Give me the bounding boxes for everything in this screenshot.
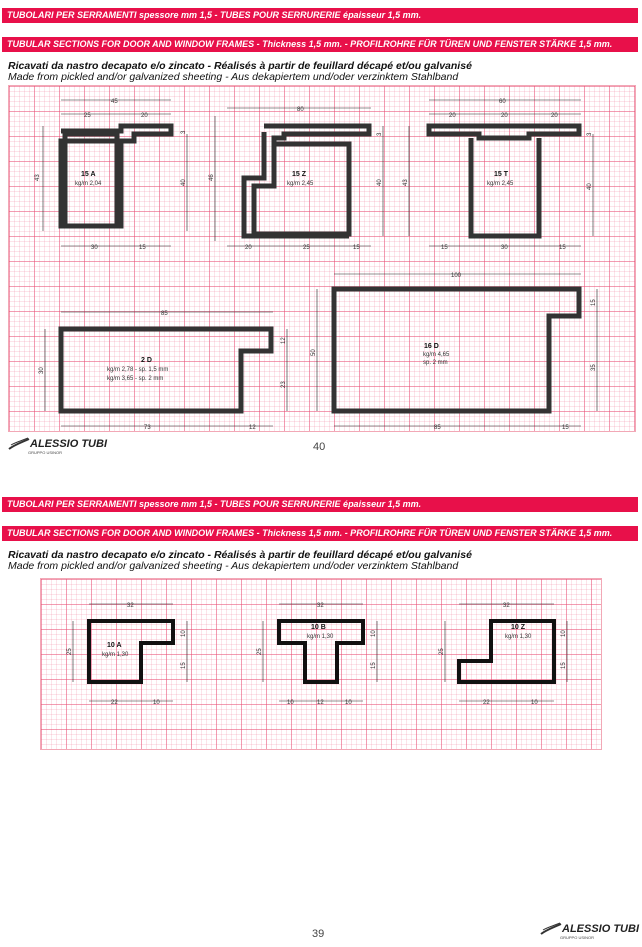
- dim-16d-bot1: 85: [434, 425, 441, 431]
- label-10a-weight: kg/m 1,30: [102, 652, 129, 658]
- dim-15a-a: 25: [84, 113, 91, 119]
- label-15a-weight: kg/m 2,04: [75, 181, 102, 187]
- label-2d-w2: kg/m 3,65 - sp. 2 mm: [107, 376, 164, 382]
- dim-2d-r1: 12: [281, 337, 287, 344]
- logo-swoosh-icon: [8, 437, 30, 451]
- dim-15t-total: 60: [499, 99, 506, 105]
- logo-subtext: GRUPPO USINOR: [28, 450, 63, 455]
- dim-10a-bot2: 10: [153, 700, 160, 706]
- subtitle-2: Made from pickled and/or galvanized sheeting - Aus dekapiertem und/oder verzinktem Stahlband: [8, 71, 459, 83]
- dim-15z-total: 80: [297, 107, 304, 113]
- dim-15z-h2: 40: [377, 179, 383, 186]
- dim-15z-t: 3: [377, 132, 383, 136]
- dim-15t-h2: 40: [587, 183, 593, 190]
- profile-16d: [311, 273, 597, 431]
- subtitle-4: Made from pickled and/or galvanized sheeting - Aus dekapiertem und/oder verzinktem Stahlband: [8, 560, 459, 572]
- dim-10b-bot1: 10: [287, 700, 294, 706]
- dim-15a-bot1: 30: [91, 245, 98, 251]
- dim-10b-total: 32: [317, 603, 324, 609]
- profile-10b: [257, 603, 377, 706]
- dim-15a-h2: 40: [181, 179, 187, 186]
- drawing-upper: [9, 86, 635, 431]
- dim-15t-a: 20: [449, 113, 456, 119]
- subtitle-3: Ricavati da nastro decapato e/o zincato - Réalisés à partir de feuillard décapé et/ou galvanisé: [8, 549, 472, 561]
- dim-10b-r2: 15: [371, 662, 377, 669]
- dim-16d-r2: 35: [591, 364, 597, 371]
- label-2d-code: 2 D: [141, 357, 152, 364]
- dim-10z-bot2: 10: [531, 700, 538, 706]
- dim-2d-bot1: 73: [144, 425, 151, 431]
- dim-16d-r1: 15: [591, 299, 597, 306]
- dim-10z-total: 32: [503, 603, 510, 609]
- label-15a-code: 15 A: [81, 171, 96, 178]
- label-10b-weight: kg/m 1,30: [307, 634, 334, 640]
- dim-15a-bot2: 15: [139, 245, 146, 251]
- dim-10b-r1: 10: [371, 630, 377, 637]
- dim-16d-h: 50: [311, 349, 317, 356]
- logo-swoosh-icon: [540, 922, 562, 936]
- profile-2d: [39, 311, 287, 431]
- label-15z-weight: kg/m 2,45: [287, 181, 314, 187]
- profile-15a: [35, 99, 187, 251]
- dim-15a-b: 20: [141, 113, 148, 119]
- label-10z-weight: kg/m 1,30: [505, 634, 532, 640]
- dim-2d-bot2: 12: [249, 425, 256, 431]
- dim-10b-h: 25: [257, 648, 263, 655]
- dim-10a-bot1: 22: [111, 700, 118, 706]
- label-2d-w1: kg/m 2,78 - sp. 1,5 mm: [107, 367, 169, 373]
- dim-10z-bot1: 22: [483, 700, 490, 706]
- dim-10a-r2: 15: [181, 662, 187, 669]
- drawing-lower: [41, 579, 601, 749]
- dim-2d-r2: 23: [281, 381, 287, 388]
- dim-10a-r1: 10: [181, 630, 187, 637]
- label-10a-code: 10 A: [107, 642, 122, 649]
- dim-2d-total: 85: [161, 311, 168, 317]
- dim-10z-r1: 10: [561, 630, 567, 637]
- dim-10b-bot3: 10: [345, 700, 352, 706]
- dim-15t-c: 20: [551, 113, 558, 119]
- dim-2d-h: 30: [39, 367, 45, 374]
- dim-10a-total: 32: [127, 603, 134, 609]
- logo-text: ALESSIO TUBI: [562, 923, 640, 935]
- dim-10b-bot2: 12: [317, 700, 324, 706]
- label-16d-w1: kg/m 4,65: [423, 352, 450, 358]
- dim-15a-h: 43: [35, 174, 41, 181]
- dim-15t-bot2: 30: [501, 245, 508, 251]
- profile-10z: [439, 603, 567, 706]
- logo-subtext: GRUPPO USINOR: [560, 935, 595, 940]
- header-band-4: TUBULAR SECTIONS FOR DOOR AND WINDOW FRAMES - Thickness 1,5 mm. - PROFILROHRE FÜR TÜREN UND FENSTER STÄRKE 1,5 mm.: [2, 526, 638, 541]
- drawing-grid-upper: [8, 85, 636, 432]
- label-16d-w2: sp. 2 mm: [423, 360, 448, 366]
- dim-10a-h: 25: [67, 648, 73, 655]
- label-15z-code: 15 Z: [292, 171, 307, 178]
- dim-15t-bot3: 15: [559, 245, 566, 251]
- dim-10z-h: 25: [439, 648, 445, 655]
- dim-15t-b: 20: [501, 113, 508, 119]
- dim-15t-t: 3: [587, 132, 593, 136]
- page-number-upper: 40: [313, 441, 326, 453]
- dim-16d-bot2: 15: [562, 425, 569, 431]
- dim-15z-h: 46: [209, 174, 215, 181]
- logo-text: ALESSIO TUBI: [30, 438, 108, 450]
- dim-15a-total: 45: [111, 99, 118, 105]
- dim-15z-bot1: 20: [245, 245, 252, 251]
- dim-15t-bot1: 15: [441, 245, 448, 251]
- subtitle-1: Ricavati da nastro decapato e/o zincato - Réalisés à partir de feuillard décapé et/ou galvanisé: [8, 60, 472, 72]
- dim-15t-h: 43: [403, 179, 409, 186]
- header-band-1: TUBOLARI PER SERRAMENTI spessore mm 1,5 - TUBES POUR SERRURERIE épaisseur 1,5 mm.: [2, 8, 638, 23]
- logo-upper: [8, 437, 108, 455]
- label-10z-code: 10 Z: [511, 624, 526, 631]
- dim-10z-r2: 15: [561, 662, 567, 669]
- label-15t-code: 15 T: [494, 171, 509, 178]
- dim-15a-t: 3: [181, 130, 187, 134]
- header-band-3: TUBOLARI PER SERRAMENTI spessore mm 1,5 - TUBES POUR SERRURERIE épaisseur 1,5 mm.: [2, 497, 638, 512]
- label-10b-code: 10 B: [311, 624, 326, 631]
- logo-lower: [540, 922, 640, 940]
- label-15t-weight: kg/m 2,45: [487, 181, 514, 187]
- header-band-2: TUBULAR SECTIONS FOR DOOR AND WINDOW FRAMES - Thickness 1,5 mm. - PROFILROHRE FÜR TÜREN UND FENSTER STÄRKE 1,5 mm.: [2, 37, 638, 52]
- label-16d-code: 16 D: [424, 343, 439, 350]
- page-number-lower: 39: [312, 928, 325, 940]
- profile-10a: [67, 603, 187, 706]
- dim-15z-bot2: 25: [303, 245, 310, 251]
- drawing-grid-lower: [40, 578, 602, 750]
- dim-15z-bot3: 15: [353, 245, 360, 251]
- profile-15z: [209, 107, 383, 251]
- dim-16d-total: 100: [451, 273, 462, 279]
- profile-15t: [403, 99, 593, 251]
